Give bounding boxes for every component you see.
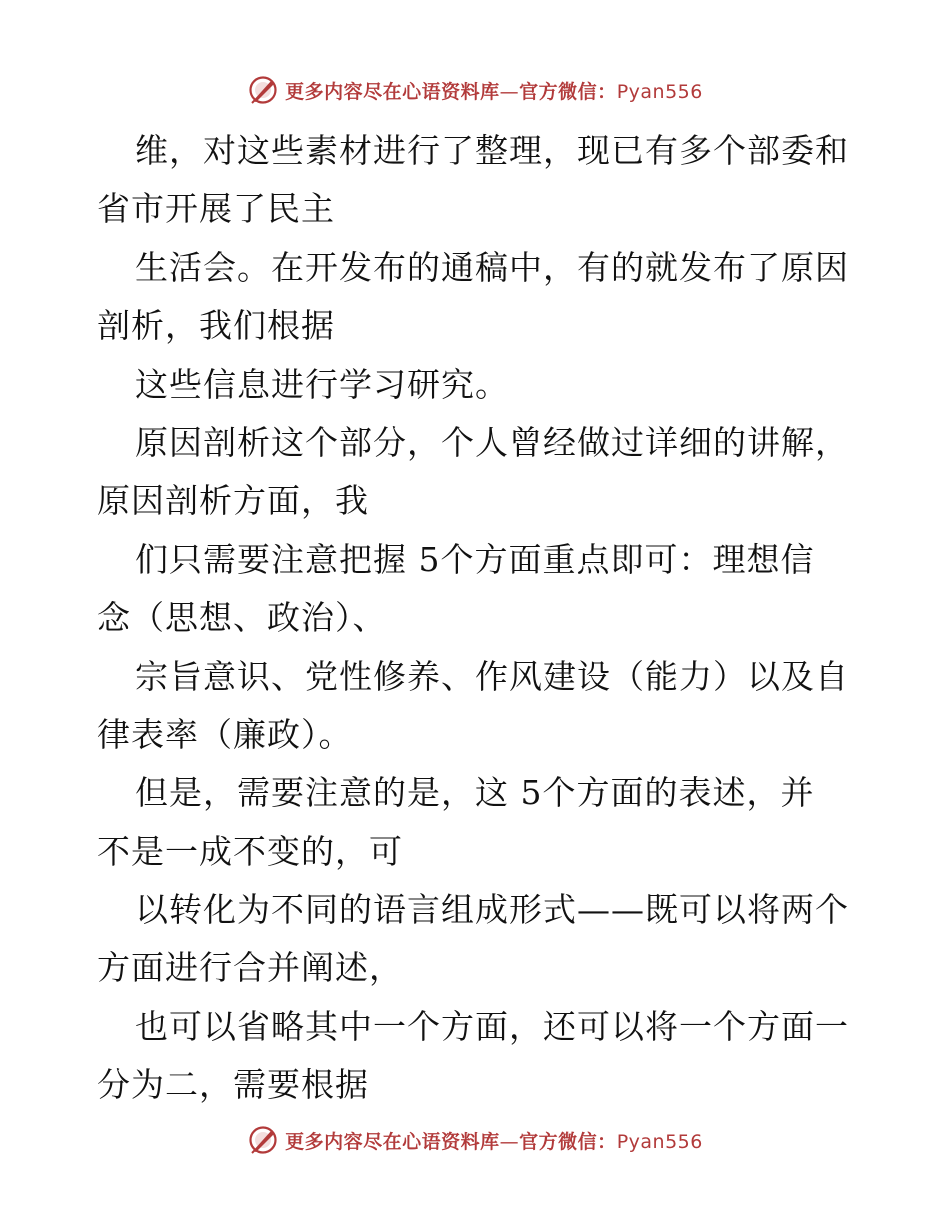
footer-brand: 更多内容尽在心语资料库 [285,1130,500,1153]
text-line: 不是一成不变的，可 [97,831,403,871]
footer-wechat-label: 官方微信： [519,1130,617,1153]
text-line: 律表率（廉政）。 [97,714,353,754]
header-wechat-handle: Pyan556 [616,80,703,103]
footer-dash: — [499,1130,520,1153]
header-banner-text [285,77,703,104]
text-line: 这些信息进行学习研究。 [135,364,509,404]
quill-pen-circle-icon [247,1124,279,1156]
text-line: 生活会。在开发布的通稿中，有的就发布了原因 [135,247,849,287]
text-line: 们只需要注意把握 5个方面重点即可：理想信 [135,539,815,579]
footer-banner-text [285,1127,703,1154]
footer-wechat-handle: Pyan556 [616,1130,703,1153]
document-body [97,122,857,1115]
text-line: 原因剖析方面，我 [97,481,369,521]
header-dash: — [499,80,520,103]
text-line: 剖析，我们根据 [97,306,335,346]
text-line: 也可以省略其中一个方面，还可以将一个方面一 [135,1006,849,1046]
header-banner [0,72,950,108]
text-line: 原因剖析这个部分，个人曾经做过详细的讲解， [135,422,849,462]
header-brand: 更多内容尽在心语资料库 [285,80,500,103]
text-line: 宗旨意识、党性修养、作风建设（能力）以及自 [135,656,849,696]
footer-banner [0,1122,950,1158]
text-line: 以转化为不同的语言组成形式——既可以将两个 [135,890,849,930]
header-wechat-label: 官方微信： [519,80,617,103]
quill-pen-circle-icon [247,74,279,106]
text-line: 方面进行合并阐述， [97,948,403,988]
text-line: 但是，需要注意的是，这 5个方面的表述，并 [135,773,815,813]
text-line: 分为二，需要根据 [97,1065,369,1105]
text-line: 省市开展了民主 [97,189,335,229]
text-line: 念（思想、政治）、 [97,598,387,638]
text-line: 维，对这些素材进行了整理，现已有多个部委和 [135,131,849,170]
